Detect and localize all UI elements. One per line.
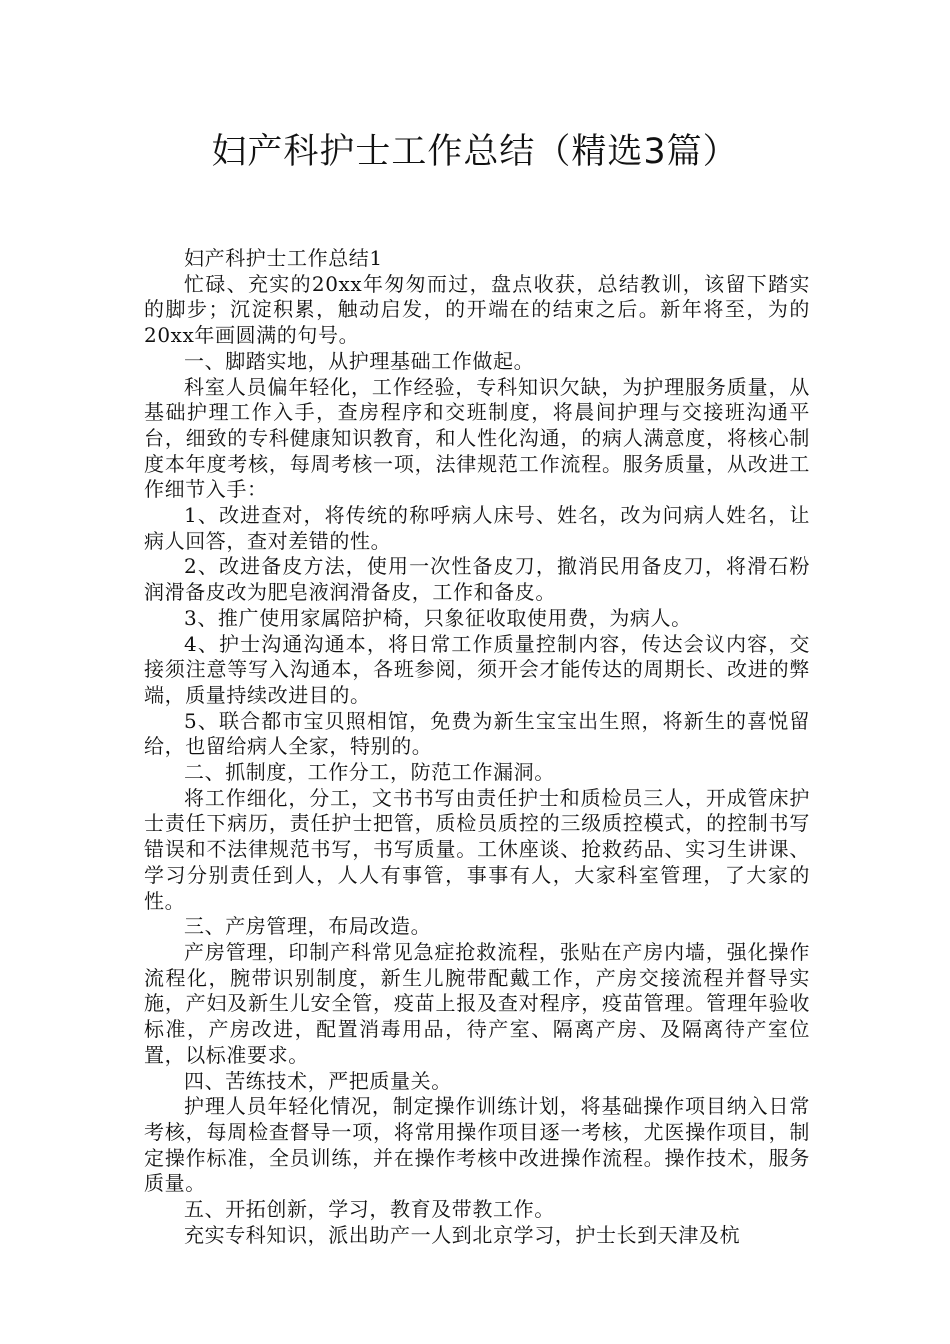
paragraph: 科室人员偏年轻化，工作经验，专科知识欠缺，为护理服务质量，从基础护理工作入手，查房程序和交班制度，将晨间护理与交接班沟通平台，细致的专科健康知识教育，和人性化沟通，的病人满意度，将核心制度本年度考核，每周考核一项，法律规范工作流程。服务质量，从改进工作细节入手：	[144, 374, 810, 502]
list-item: 2、改进备皮方法，使用一次性备皮刀，撤消民用备皮刀，将滑石粉润滑备皮改为肥皂液润滑备皮，工作和备皮。	[144, 554, 810, 605]
list-item: 1、改进查对，将传统的称呼病人床号、姓名，改为问病人姓名，让病人回答，查对差错的性。	[144, 503, 810, 553]
section-heading: 一、脚踏实地，从护理基础工作做起。	[184, 348, 535, 373]
section-heading: 三、产房管理，布局改造。	[184, 914, 432, 939]
paragraph: 充实专科知识，派出助产一人到北京学习，护士长到天津及杭	[184, 1222, 741, 1247]
paragraph: 护理人员年轻化情况，制定操作训练计划，将基础操作项目纳入日常考核，每周检查督导一项，将常用操作项目逐一考核，尤医操作项目，制定操作标准，全员训练，并在操作考核中改进操作流程。操作技术，服务质量。	[144, 1094, 810, 1196]
list-item: 3、推广使用家属陪护椅，只象征收取使用费，为病人。	[184, 605, 692, 630]
section-heading: 妇产科护士工作总结1	[184, 246, 383, 270]
section-heading: 四、苦练技术，严把质量关。	[184, 1068, 452, 1093]
paragraph: 将工作细化，分工，文书书写由责任护士和质检员三人，开成管床护士责任下病历，责任护士把管，质检员质控的三级质控模式，的控制书写错误和不法律规范书写，书写质量。工休座谈、抢救药品、实习生讲课、学习分别责任到人，人人有事管，事事有人，大家科室管理，了大家的性。	[144, 785, 810, 913]
document-title: 妇产科护士工作总结（精选3篇）	[211, 132, 739, 172]
paragraph: 忙碌、充实的20xx年匆匆而过，盘点收获，总结教训，该留下踏实的脚步；沉淀积累，触动启发，的开端在的结束之后。新年将至，为的20xx年画圆满的句号。	[144, 271, 810, 348]
paragraph: 产房管理，印制产科常见急症抢救流程，张贴在产房内墙，强化操作流程化，腕带识别制度，新生儿腕带配戴工作，产房交接流程并督导实施，产妇及新生儿安全管，疫苗上报及查对程序，疫苗管理。管理年验收标准，产房改进，配置消毒用品，待产室、隔离产房、及隔离待产室位置，以标准要求。	[144, 939, 810, 1067]
section-heading: 二、抓制度，工作分工，防范工作漏洞。	[184, 760, 555, 785]
section-heading: 五、开拓创新，学习，教育及带教工作。	[184, 1197, 555, 1222]
list-item: 5、联合都市宝贝照相馆，免费为新生宝宝出生照，将新生的喜悦留给，也留给病人全家，特别的。	[144, 708, 810, 759]
document-body	[144, 246, 810, 1248]
list-item: 4、护士沟通沟通本，将日常工作质量控制内容，传达会议内容，交接须注意等写入沟通本，各班参阅，须开会才能传达的周期长、改进的弊端，质量持续改进目的。	[144, 631, 810, 707]
